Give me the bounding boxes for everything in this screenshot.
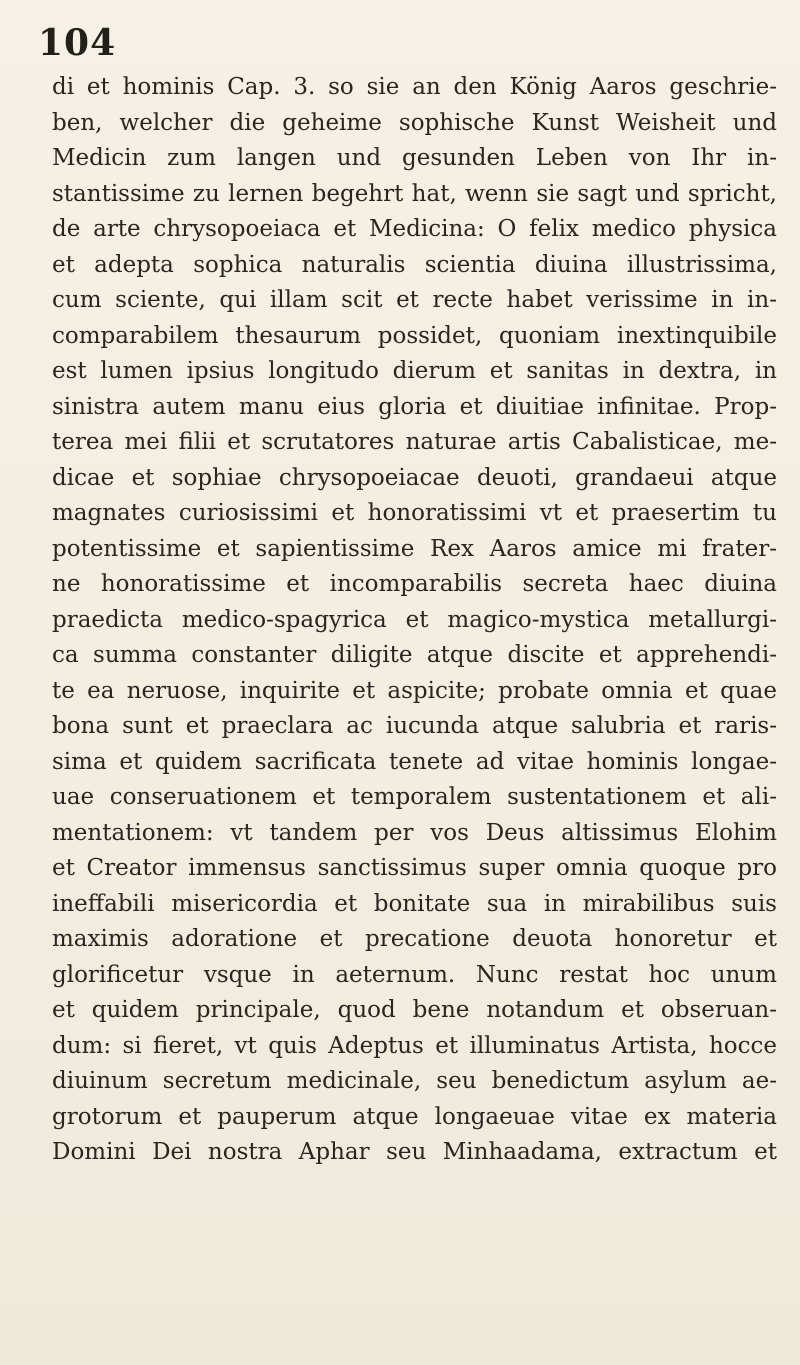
text-line: Medicin zum langen und gesunden Leben von Ihr in- — [52, 145, 777, 171]
text-line: ca summa constanter diligite atque discite et apprehendi- — [52, 642, 777, 668]
text-line: grotorum et pauperum atque longaeuae vitae ex materia — [52, 1103, 777, 1130]
text-line: ineffabili misericordia et bonitate sua in mirabilibus suis — [52, 890, 777, 917]
text-line: ben, welcher die geheime sophische Kunst Weisheit und — [52, 109, 777, 136]
text-line: dicae et sophiae chrysopoeiacae deuoti, grandaeui atque — [52, 464, 777, 491]
text-line: mentationem: vt tandem per vos Deus altissimus Elohim — [52, 819, 777, 846]
page-number: 104 — [38, 22, 117, 64]
text-line: sinistra autem manu eius gloria et diuitiae infinitae. Prop- — [52, 393, 777, 420]
text-line: et adepta sophica naturalis scientia diuina illustrissima, — [52, 251, 777, 278]
text-line: Domini Dei nostra Aphar seu Minhaadama, extractum et — [52, 1139, 777, 1165]
text-line: terea mei filii et scrutatores naturae artis Cabalisticae, me- — [52, 429, 777, 455]
text-line: maximis adoratione et precatione deuota honoretur et — [52, 926, 777, 952]
text-line: diuinum secretum medicinale, seu benedictum asylum ae- — [52, 1068, 777, 1094]
text-line: magnates curiosissimi et honoratissimi vt et praesertim tu — [52, 500, 777, 526]
text-line: potentissime et sapientissime Rex Aaros amice mi frater- — [52, 535, 777, 562]
text-line: et quidem principale, quod bene notandum et obseruan- — [52, 997, 777, 1023]
text-line: glorificetur vsque in aeternum. Nunc restat hoc unum — [52, 961, 777, 988]
text-line: de arte chrysopoeiaca et Medicina: O felix medico physica — [52, 216, 777, 242]
text-line: cum sciente, qui illam scit et recte habet verissime in in- — [52, 287, 777, 313]
text-line: est lumen ipsius longitudo dierum et sanitas in dextra, in — [52, 358, 777, 384]
text-line: te ea neruose, inquirite et aspicite; probate omnia et quae — [52, 677, 777, 704]
text-line: ne honoratissime et incomparabilis secreta haec diuina — [52, 571, 777, 597]
text-line: uae conseruationem et temporalem sustentationem et ali- — [52, 784, 777, 810]
text-line: comparabilem thesaurum possidet, quoniam inextinquibile — [52, 322, 777, 349]
text-line: sima et quidem sacrificata tenete ad vitae hominis longae- — [52, 748, 777, 775]
text-line: praedicta medico-spagyrica et magico-mystica metallurgi- — [52, 606, 777, 633]
body-text — [52, 70, 777, 1171]
text-line: bona sunt et praeclara ac iucunda atque salubria et raris- — [52, 713, 777, 739]
text-line: et Creator immensus sanctissimus super omnia quoque pro — [52, 855, 777, 881]
text-line: stantissime zu lernen begehrt hat, wenn sie sagt und spricht, — [52, 180, 777, 207]
text-line: di et hominis Cap. 3. so sie an den König Aaros geschrie- — [52, 74, 777, 100]
text-line: dum: si fieret, vt quis Adeptus et illuminatus Artista, hocce — [52, 1032, 777, 1059]
